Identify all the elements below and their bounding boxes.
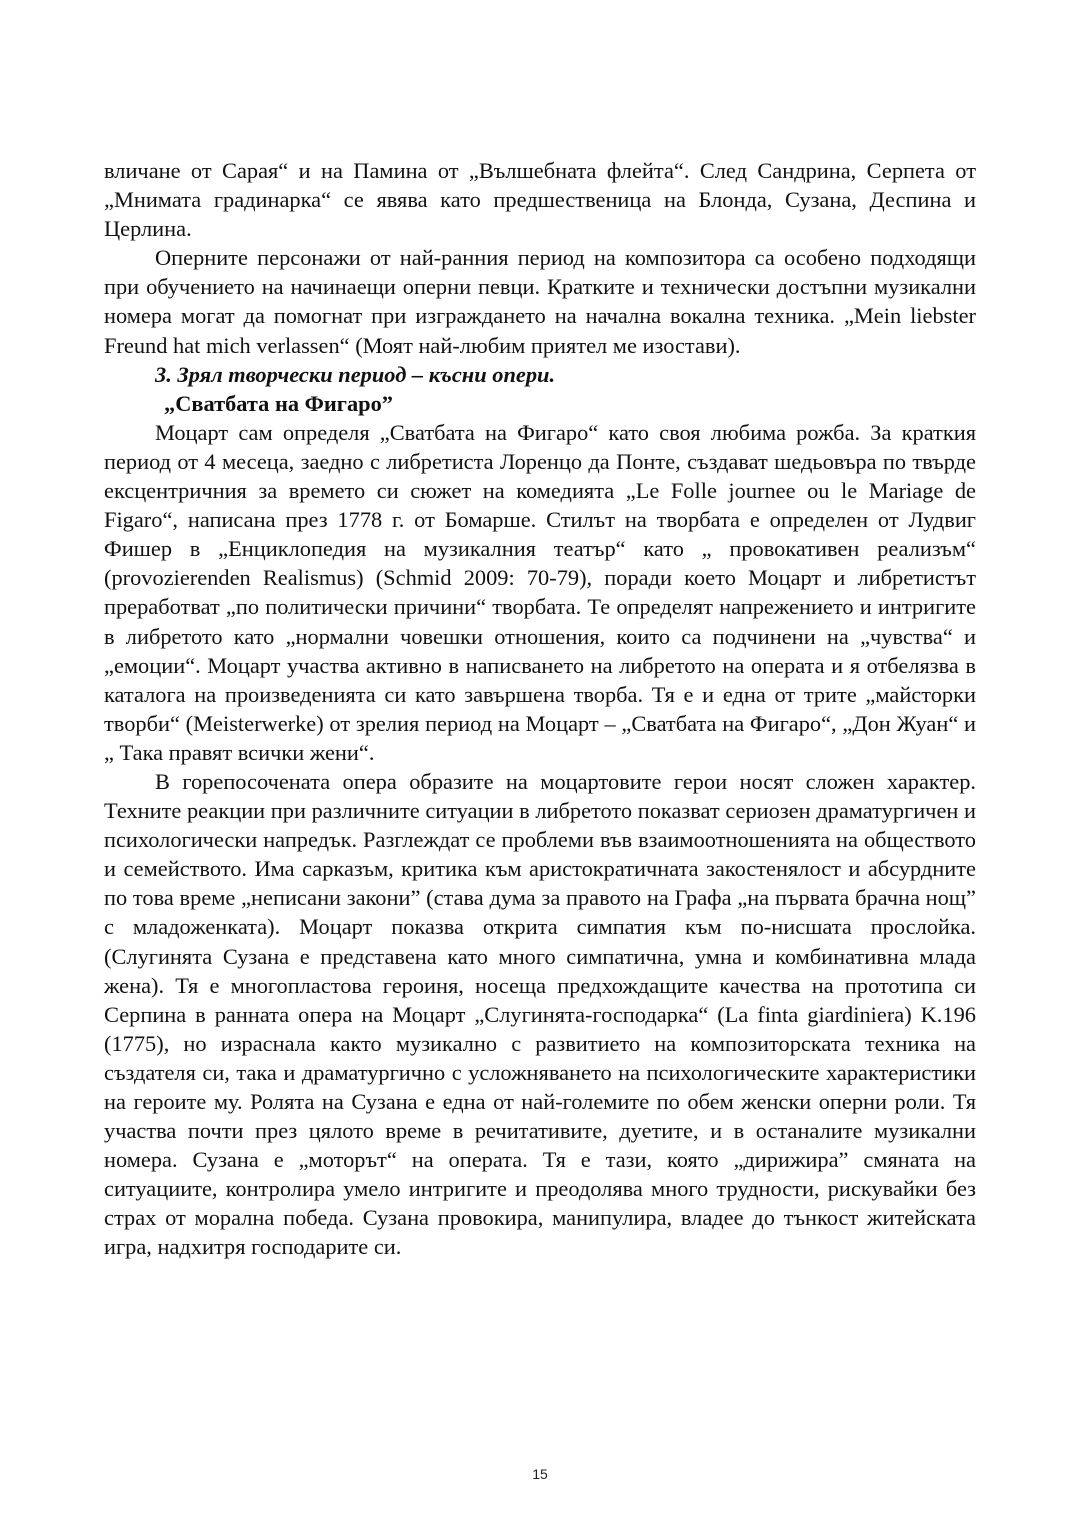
paragraph-continuation: вличане от Сарая“ и на Памина от „Вълшебната флейта“. След Сандрина, Серпета от „Мнимата градинарка“ се явява като предшественица на Блонда, Сузана, Деспина и Церлина. xyxy=(104,158,976,242)
paragraph-figaro-intro: Моцарт сам определя „Сватбата на Фигаро“ като своя любима рожба. За краткия период от 4 месеца, заедно с либретиста Лоренцо да Понте, създават шедьовъра по твърде ексцентричния за времето си сюжет на комедията „Le Folle journee ou le Mariage de Figaro“, написана през 1778 г. от Бомарше. Стилът на творбата е определен от Лудвиг Фишер в „Енциклопедия на музикалния театър“ като „ провокативен реализъм“ (provozierenden Realismus) (Schmid 2009: 70-79), поради което Моцарт и либретистът преработват „по политически причини“ творбата. Те определят напрежението и интригите в либретото като „нормални човешки отношения, които са подчинени на „чувства“ и „емоции“. Моцарт участва активно в написването на либретото на операта и я отбелязва в каталога на произведенията си като завършена творба. Тя е и една от трите „майсторки творби“ (Meisterwerke) от зрелия период на Моцарт – „Сватбата на Фигаро“, „Дон Жуан“ и „ Така правят всички жени“. xyxy=(104,419,976,765)
paragraph-early-period: Оперните персонажи от най-ранния период на композитора са особено подходящи при обучението на начинаещи оперни певци. Кратките и технически достъпни музикални номера могат да помогнат при изграждането на начална вокална техника. „Mein liebster Freund hat mich verlassen“ (Моят най-любим приятел ме изостави). xyxy=(104,245,976,358)
page-number: 15 xyxy=(532,1466,548,1482)
section-heading: 3. Зрял творчески период – късни опери. xyxy=(155,361,556,387)
opera-title: „Сватбата на Фигаро” xyxy=(164,390,393,416)
body-text xyxy=(104,156,976,1262)
paragraph-characters: В горепосочената опера образите на моцартовите герои носят сложен характер. Техните реакции при различните ситуации в либретото показват сериозен драматургичен и психологически напредък. Разглеждат се проблеми във взаимоотношенията на обществото и семейството. Има сарказъм, критика към аристократичната закостенялост и абсурдните по това време „неписани закони” (става дума за правото на Графа „на първата брачна нощ” с младоженката). Моцарт показва открита симпатия към по-нисшата прослойка. (Слугинята Сузана е представена като много симпатична, умна и комбинативна млада жена). Тя е многопластова героиня, носеща предхождащите качества на прототипа си Серпина в ранната опера на Моцарт „Слугинята-господарка“ (La finta giardiniera) K.196 (1775), но израснала както музикално с развитието на композиторската техника на създателя си, така и драматургично с усложняването на психологическите характеристики на героите му. Ролята на Сузана е една от най-големите по обем женски оперни роли. Тя участва почти през цялото време в речитативите, дуетите, и в останалите музикални номера. Сузана е „моторът“ на операта. Тя е тази, която „дирижира” смяната на ситуациите, контролира умело интригите и преодолява много трудности, рискувайки без страх от морална победа. Сузана провокира, манипулира, владее до тънкост житейската игра, надхитря господарите си. xyxy=(104,768,976,1260)
